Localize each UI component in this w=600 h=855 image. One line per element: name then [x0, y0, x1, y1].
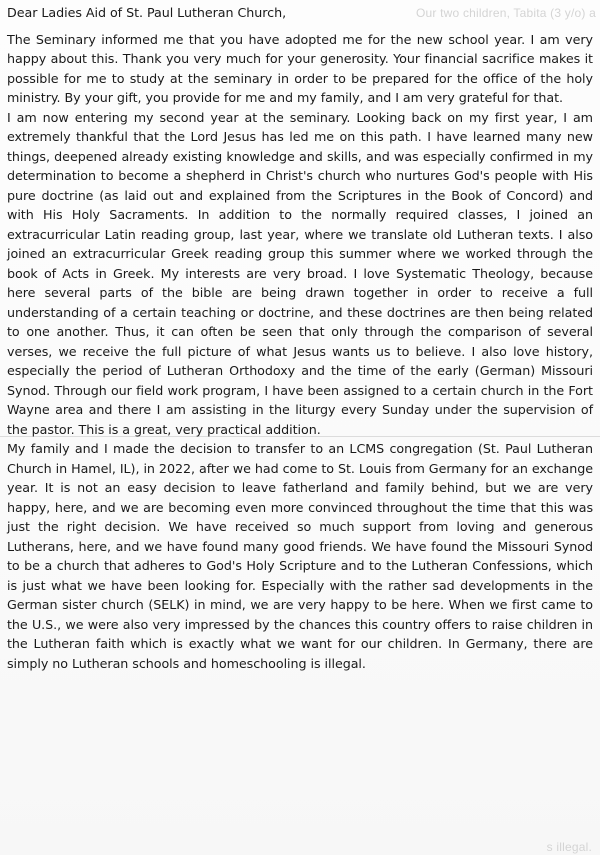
- letter-salutation: Dear Ladies Aid of St. Paul Lutheran Church,: [7, 5, 287, 20]
- bleed-through-text: Our two children, Tabita (3 y/o) a: [416, 6, 596, 20]
- bleed-through-text: s illegal.: [546, 840, 592, 854]
- letter-paragraph-thanks: The Seminary informed me that you have adopted me for the new school year. I am very happy about this. Thank you very much for your generosity. Your financial sacrifice makes it possible for me to study at the seminary in order to be prepared for the office of the holy ministry. By your gift, you provide for me and my family, and I am very grateful for that.: [7, 31, 593, 105]
- letter-paragraph-seminary: I am now entering my second year at the seminary. Looking back on my first year, I am extremely thankful that the Lord Jesus has led me on this path. I have learned many new things, deepened already existing knowledge and skills, and was especially confirmed in my determination to become a shepherd in Christ's church who nurtures God's people with His pure doctrine (as laid out and explained from the Scriptures in the Book of Concord) and with His Holy Sacraments. In addition to the normally required classes, I joined an extracurricular Latin reading group, last year, where we translate old Lutheran texts. I also joined an extracurricular Greek reading group this summer where we worked through the book of Acts in Greek. My interests are very broad. I love Systematic Theology, because here several parts of the bible are being drawn together in order to receive a full understanding of a certain teaching or doctrine, and these doctrines are then being related to one another. Thus, it can often be seen that only through the comparison of several verses, we receive the full picture of what Jesus wants us to believe. I also love history, especially the period of Lutheran Orthodoxy and the time of the early (German) Missouri Synod. Through our field work program, I have been assigned to a certain church in the Fort Wayne area and there I am assisting in the liturgy every Sunday under the supervision of the pastor. This is a great, very practical addition.: [7, 109, 593, 437]
- letter-paragraph-family: My family and I made the decision to transfer to an LCMS congregation (St. Paul Lutheran Church in Hamel, IL), in 2022, after we had come to St. Louis from Germany for an exchange year. It is not an easy decision to leave fatherland and family behind, but we are very happy, here, and we are becoming even more convinced throughout the time that this was just the right decision. We have received so much support from loving and generous Lutherans, here, and we have found many good friends. We have found the Missouri Synod to be a church that adheres to God's Holy Scripture and to the Lutheran Confessions, which is just what we have been looking for. Especially with the rather sad developments in the German sister church (SELK) in mind, we are very happy to be here. When we first came to the U.S., we were also very impressed by the chances this country offers to raise children in the Lutheran faith which is exactly what we want for our children. In Germany, there are simply no Lutheran schools and homeschooling is illegal.: [7, 441, 593, 671]
- letter-body: [7, 3, 593, 673]
